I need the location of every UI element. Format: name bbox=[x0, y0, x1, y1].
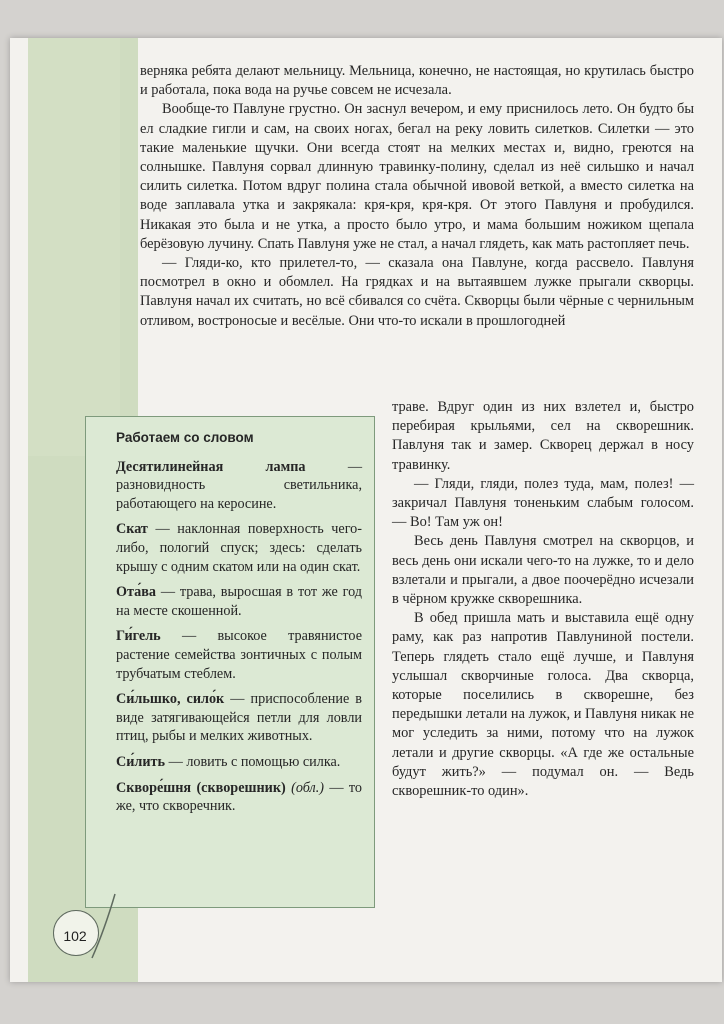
vocabulary-definition: — высокое травянистое растение семейства зонтичных с полым трубчатым стеблем. bbox=[116, 628, 362, 682]
vocabulary-entry bbox=[116, 458, 362, 514]
vocabulary-term: Си́лить bbox=[116, 753, 166, 770]
vocabulary-mark: (обл.) bbox=[291, 779, 324, 796]
paragraph: — Гляди, гляди, полез туда, мам, полез! — закричал Павлуня тоненьким слабым голосом. — Во! Там уж он! bbox=[392, 475, 694, 531]
vocabulary-entry bbox=[116, 779, 362, 816]
vocabulary-definition: — трава, выросшая в тот же год на месте скошенной. bbox=[116, 584, 362, 619]
paragraph: Весь день Павлуня смотрел на скворцов, и весь день они искали чего-то на лужке, то и дело взлетали и прыгали, а двое поочерёдно исчезали в чёрном кружке скворешника. bbox=[392, 533, 694, 608]
vocabulary-definition: — то же, что скворечник. bbox=[116, 779, 363, 815]
vocabulary-definition: — приспособление в виде затягивающейся петли для ловли птиц, рыбы и мелких животных. bbox=[116, 691, 362, 745]
vocabulary-entry bbox=[116, 520, 362, 576]
page-number: 102 bbox=[63, 928, 87, 944]
vocabulary-definition: — ловить с помощью силка. bbox=[165, 753, 341, 770]
page-number-swoosh-icon bbox=[88, 892, 118, 962]
vocabulary-term: Скворе́шня (скворешник) bbox=[116, 779, 286, 796]
paragraph: траве. Вдруг один из них взлетел и, быстро перебирая крыльями, сел на скворешник. Павлуня так и замер. Скворец держал в носу травинку. bbox=[392, 399, 694, 473]
vocabulary-term: Ота́ва bbox=[116, 584, 157, 601]
paragraph: верняка ребята делают мельницу. Мельница, конечно, не настоящая, но крутилась быстро и работала, пока вода на ручье совсем не исчезала. bbox=[140, 63, 694, 99]
paragraph: — Гляди-ко, кто прилетел-то, — сказала она Павлуне, когда рассвело. Павлуня посмотрел в окно и обомлел. На грядках и на вытаявшем лужке прыгали скворцы. Павлуня начал их считать, но всё сбивался со счёта. Скворцы были чёрные с чернильным отливом, востроносые и весёлые. Они что-то искали в прошлогодней bbox=[140, 255, 694, 329]
paragraph: В обед пришла мать и выставила ещё одну раму, как раз напротив Павлуниной постели. Теперь глядеть стало ещё лучше, и Павлуня услышал скворчиные голоса. Два скворца, которые поселились в скворешне, без передышки летали на лужок, и Павлуня никак не мог уследить за ними, потому что на лужок летали и другие скворцы. «А где же остальные будут жить?» — подумал он. — Ведь скворешник-то один». bbox=[392, 610, 694, 800]
vocabulary-title: Работаем со словом bbox=[116, 430, 254, 445]
main-text-right bbox=[392, 398, 694, 801]
vocabulary-entry bbox=[116, 627, 362, 683]
vocabulary-entry bbox=[116, 583, 362, 620]
vocabulary-entry bbox=[116, 690, 362, 746]
vocabulary-definition: — разновидность светильника, работающего на керосине. bbox=[116, 458, 363, 512]
paragraph: Вообще-то Павлуне грустно. Он заснул вечером, и ему приснилось лето. Он будто бы ел сладкие гигли и сам, на своих ногах, бегал на реку ловить силетков. Силетки — это такие маленькие щучки. Они всегда стоят на мелких местах и, видно, греются на солнышке. Павлуня сорвал длинную травинку-полину, сделал из неё сильшко и начал силить силетка. Потом вдруг полина стала обычной ивовой веткой, а вместо силетка на воде заплавала утка и закрякала: кря-кря, кря-кря. От этого Павлуня и пробудился. Никакая это была и не утка, а просто было утро, и мама большим ножиком щепала берёзовую лучину. Спать Павлуня уже не стал, а начал глядеть, как мать растопляет печь. bbox=[140, 101, 694, 252]
vocabulary-list bbox=[116, 458, 362, 816]
vocabulary-term: Скат bbox=[116, 521, 148, 538]
vocabulary-term: Десятилинейная лампа bbox=[116, 458, 306, 475]
margin-green-upper bbox=[28, 38, 120, 456]
main-text-top bbox=[140, 62, 694, 331]
vocabulary-term: Ги́гель bbox=[116, 628, 161, 645]
vocabulary-entry bbox=[116, 753, 362, 772]
vocabulary-term: Си́льшко, сило́к bbox=[116, 691, 225, 708]
vocabulary-definition: — наклонная поверхность чего-либо, пологий спуск; здесь: сделать крышу с одним скатом или на один скат. bbox=[116, 521, 362, 575]
vocabulary-box bbox=[85, 416, 375, 908]
